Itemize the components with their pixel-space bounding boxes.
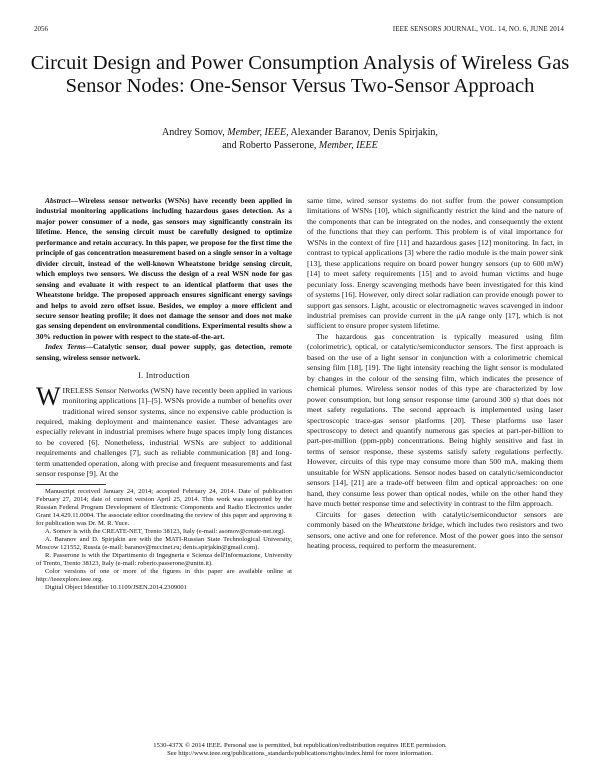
index-terms: Index Terms—Catalytic sensor, dual power supply, gas detection, remote sensing, wireless sensor network. <box>36 342 292 362</box>
left-column <box>36 196 292 592</box>
index-terms-label: Index Terms <box>45 342 86 352</box>
author-line-2 <box>40 139 560 152</box>
intro-text: IRELESS Sensor Networks (WSN) have recently been applied in various monitoring applications [1]–[5]. WSNs provide a number of benefits over traditional wired sensor systems, since no expensive cable production is required, making deployment and maintenance easier. These advantages are especially relevant in industrial premises where huge spaces imply long distances to be covered [6]. Nonetheless, industrial WSNs are subject to additional requirements and challenges [7], such as reliable communication [8] and long-term unattended operation, along with precise and frequent measurements and fast sensor response [9]. At the <box>36 385 292 479</box>
copyright-line-2: See http://www.ieee.org/publications_standards/publications/rights/index.html for more information. <box>167 750 433 758</box>
copyright-line-1: 1530-437X © 2014 IEEE. Personal use is permitted, but republication/redistribution requires IEEE permission. <box>153 742 447 749</box>
author-list <box>40 126 560 153</box>
drop-cap: W <box>36 381 61 411</box>
footnote-divider <box>36 484 106 485</box>
copyright-notice <box>30 742 570 758</box>
footnote-affiliation-passerone: R. Passerone is with the Dipartimento di Ingegneria e Scienza dell'Informazione, University of Trento, Trento 38123, Italy (e-mail: roberto.passerone@unitn.it). <box>36 552 292 568</box>
index-terms-text: Catalytic sensor, dual power supply, gas detection, remote sensing, wireless sensor network. <box>36 342 292 362</box>
footnote-manuscript: Manuscript received January 24, 2014; accepted February 24, 2014. Date of publication February 27, 2014; date of current version April 25, 2014. This work was supported by the Russian Federal Program Development of Electronic Components and Radio Electronics under Grant 14.429.11.0004. The associate editor coordinating the review of this paper and approving it for publication was Dr. M. R. Yuce. <box>36 487 292 527</box>
abstract: Abstract—Wireless sensor networks (WSNs) have recently been applied in industrial monitoring applications including hazardous gases detection. As a major power consumer of a node, gas sensors may significantly constrain its lifetime. Hence, the sensing circuit must be carefully designed to optimize performance and retain accuracy. In this paper, we propose for the first time the principle of gas concentration measurement based on a single sensor in a voltage divider circuit, instead of the well-known Wheatstone bridge sensing circuit, which employs two sensors. We discuss the design of a real WSN node for gas sensing and evaluate it with respect to an identical platform that uses the Wheatstone bridge. The proposed approach ensures significant energy savings and helps to avoid zero offset issue. Besides, we employ a more efficient and secure sensor heating profile; it does not damage the sensor and does not make gas sensing dependent on environmental conditions. Experimental results show a 30% reduction in power with respect to the state-of-the-art. <box>36 196 292 341</box>
body-paragraph: The hazardous gas concentration is typically measured using film (colorimetric), optical, or catalytic/semiconductor sensors. The first approach is based on the use of a light sensor in conjunction with a colorimetric chemical sensing film [18], [19]. The light intensity reaching the light sensor is modulated by changes in the colour of the sensing film, which indicates the presence of chemical plumes. Wireless sensor nodes of this type are characterized by low power consumption, but long sensor response time (around 300 s) that does not meet safety regulations. The second approach is implemented using laser spectroscopic trace-gas sensor platforms [20]. These platforms use laser spectroscopy to detect and quantify numerous gas species at part-per-billion to part-per-million (ppm-ppb) concentrations. Being highly sensitive and fast in terms of sensor response, these systems satisfy safety regulations perfectly. However, circuits of this type may consume more than 500 mA, making them unsuitable for WSN applications. Sensor nodes based on catalytic/semiconductor sensors [14], [21] are a trade-off between film and optical approaches: on one hand, they consume less power than optical nodes, while on the other hand they have much better response time and selectivity in contrast to the film approach. <box>307 331 563 509</box>
body-text: , which includes two resistors and two sensors, one active and one for reference. Most of the power goes into the sensor heating process, required to perform the measurement. <box>307 520 563 550</box>
author-text: , Alexander Baranov, Denis Spirjakin, <box>286 127 438 138</box>
body-paragraph <box>307 510 563 552</box>
journal-info: IEEE SENSORS JOURNAL, VOL. 14, NO. 6, JUNE 2014 <box>392 25 564 33</box>
body-paragraph: same time, wired sensor systems do not suffer from the power consumption limitations of WSNs [10], which significantly restrict the kind and the nature of the components that can be integrated on the nodes, and consequently the extent of the functions that they can perform. This problem is of vital importance for WSNs in the context of fire [11] and hazardous gases [12] monitoring. In fact, in contrast to typical applications [3] where the radio module is the main power sink [13], these applications require on board power hungry sensors (up to 600 mW) [14] to meet safety requirements [15] and to avoid human victims and huge pecuniary loss. Energy scavenging methods have been investigated for this kind of systems [16]. However, only direct solar radiation can provide enough power to support gas sensors. Light, acoustic or electromagnetic waves scavenged in indoor industrial premises can provide current in the μA range only [17], which is not sufficient to ensure proper system lifetime. <box>307 196 563 331</box>
author-text: Andrey Somov, <box>162 127 228 138</box>
intro-paragraph <box>36 381 292 480</box>
footnote-color-versions: Color versions of one or more of the figures in this paper are available online at http://ieeexplore.ieee.org. <box>36 568 292 584</box>
right-column <box>307 196 563 551</box>
author-text: and Roberto Passerone, <box>222 140 319 152</box>
footnote-doi: Digital Object Identifier 10.1109/JSEN.2014.2309001 <box>45 584 187 592</box>
paper-title: Circuit Design and Power Consumption Analysis of Wireless Gas Sensor Nodes: One-Sensor Versus Two-Sensor Approach <box>30 52 570 97</box>
abstract-text: Wireless sensor networks (WSNs) have recently been applied in industrial monitoring applications including hazardous gases detection. As a major power consumer of a node, gas sensors may significantly constrain its lifetime. Hence, the sensing circuit must be carefully designed to optimize performance and retain accuracy. In this paper, we propose for the first time the principle of gas concentration measurement based on a single sensor in a voltage divider circuit, instead of the well-known Wheatstone bridge sensing circuit, which employs two sensors. We discuss the design of a real WSN node for gas sensing and evaluate it with respect to an identical platform that uses the Wheatstone bridge. The proposed approach ensures significant energy savings and helps to avoid zero offset issue. Besides, we employ a more efficient and secure sensor heating profile; it does not damage the sensor and does not make gas sensing dependent on environmental conditions. Experimental results show a 30% reduction in power with respect to the state-of-the-art. <box>36 196 292 341</box>
body-text: Circuits for gases detection with catalytic/semiconductor sensors are commonly based on the <box>307 509 563 530</box>
author-line-1 <box>40 126 560 139</box>
footnote-affiliation-somov: A. Somov is with the CREATE-NET, Trento 38123, Italy (e-mail: asomov@create-net.org). <box>45 527 286 535</box>
section-heading-introduction: I. Introduction <box>138 371 190 381</box>
page-number: 2056 <box>34 25 48 33</box>
abstract-label: Abstract <box>45 196 71 205</box>
body-text-italic: Wheatstone bridge <box>383 520 443 530</box>
membership-label: Member, IEEE <box>318 140 378 152</box>
footnote-affiliation-baranov: A. Baranov and D. Spirjakin are with the MATI-Russian State Technological University, Moscow 121552, Russia (e-mail: baranov@mccinet.ru; denis.spirjakin@gmail.com). <box>36 535 292 552</box>
membership-label: Member, IEEE <box>227 127 287 138</box>
